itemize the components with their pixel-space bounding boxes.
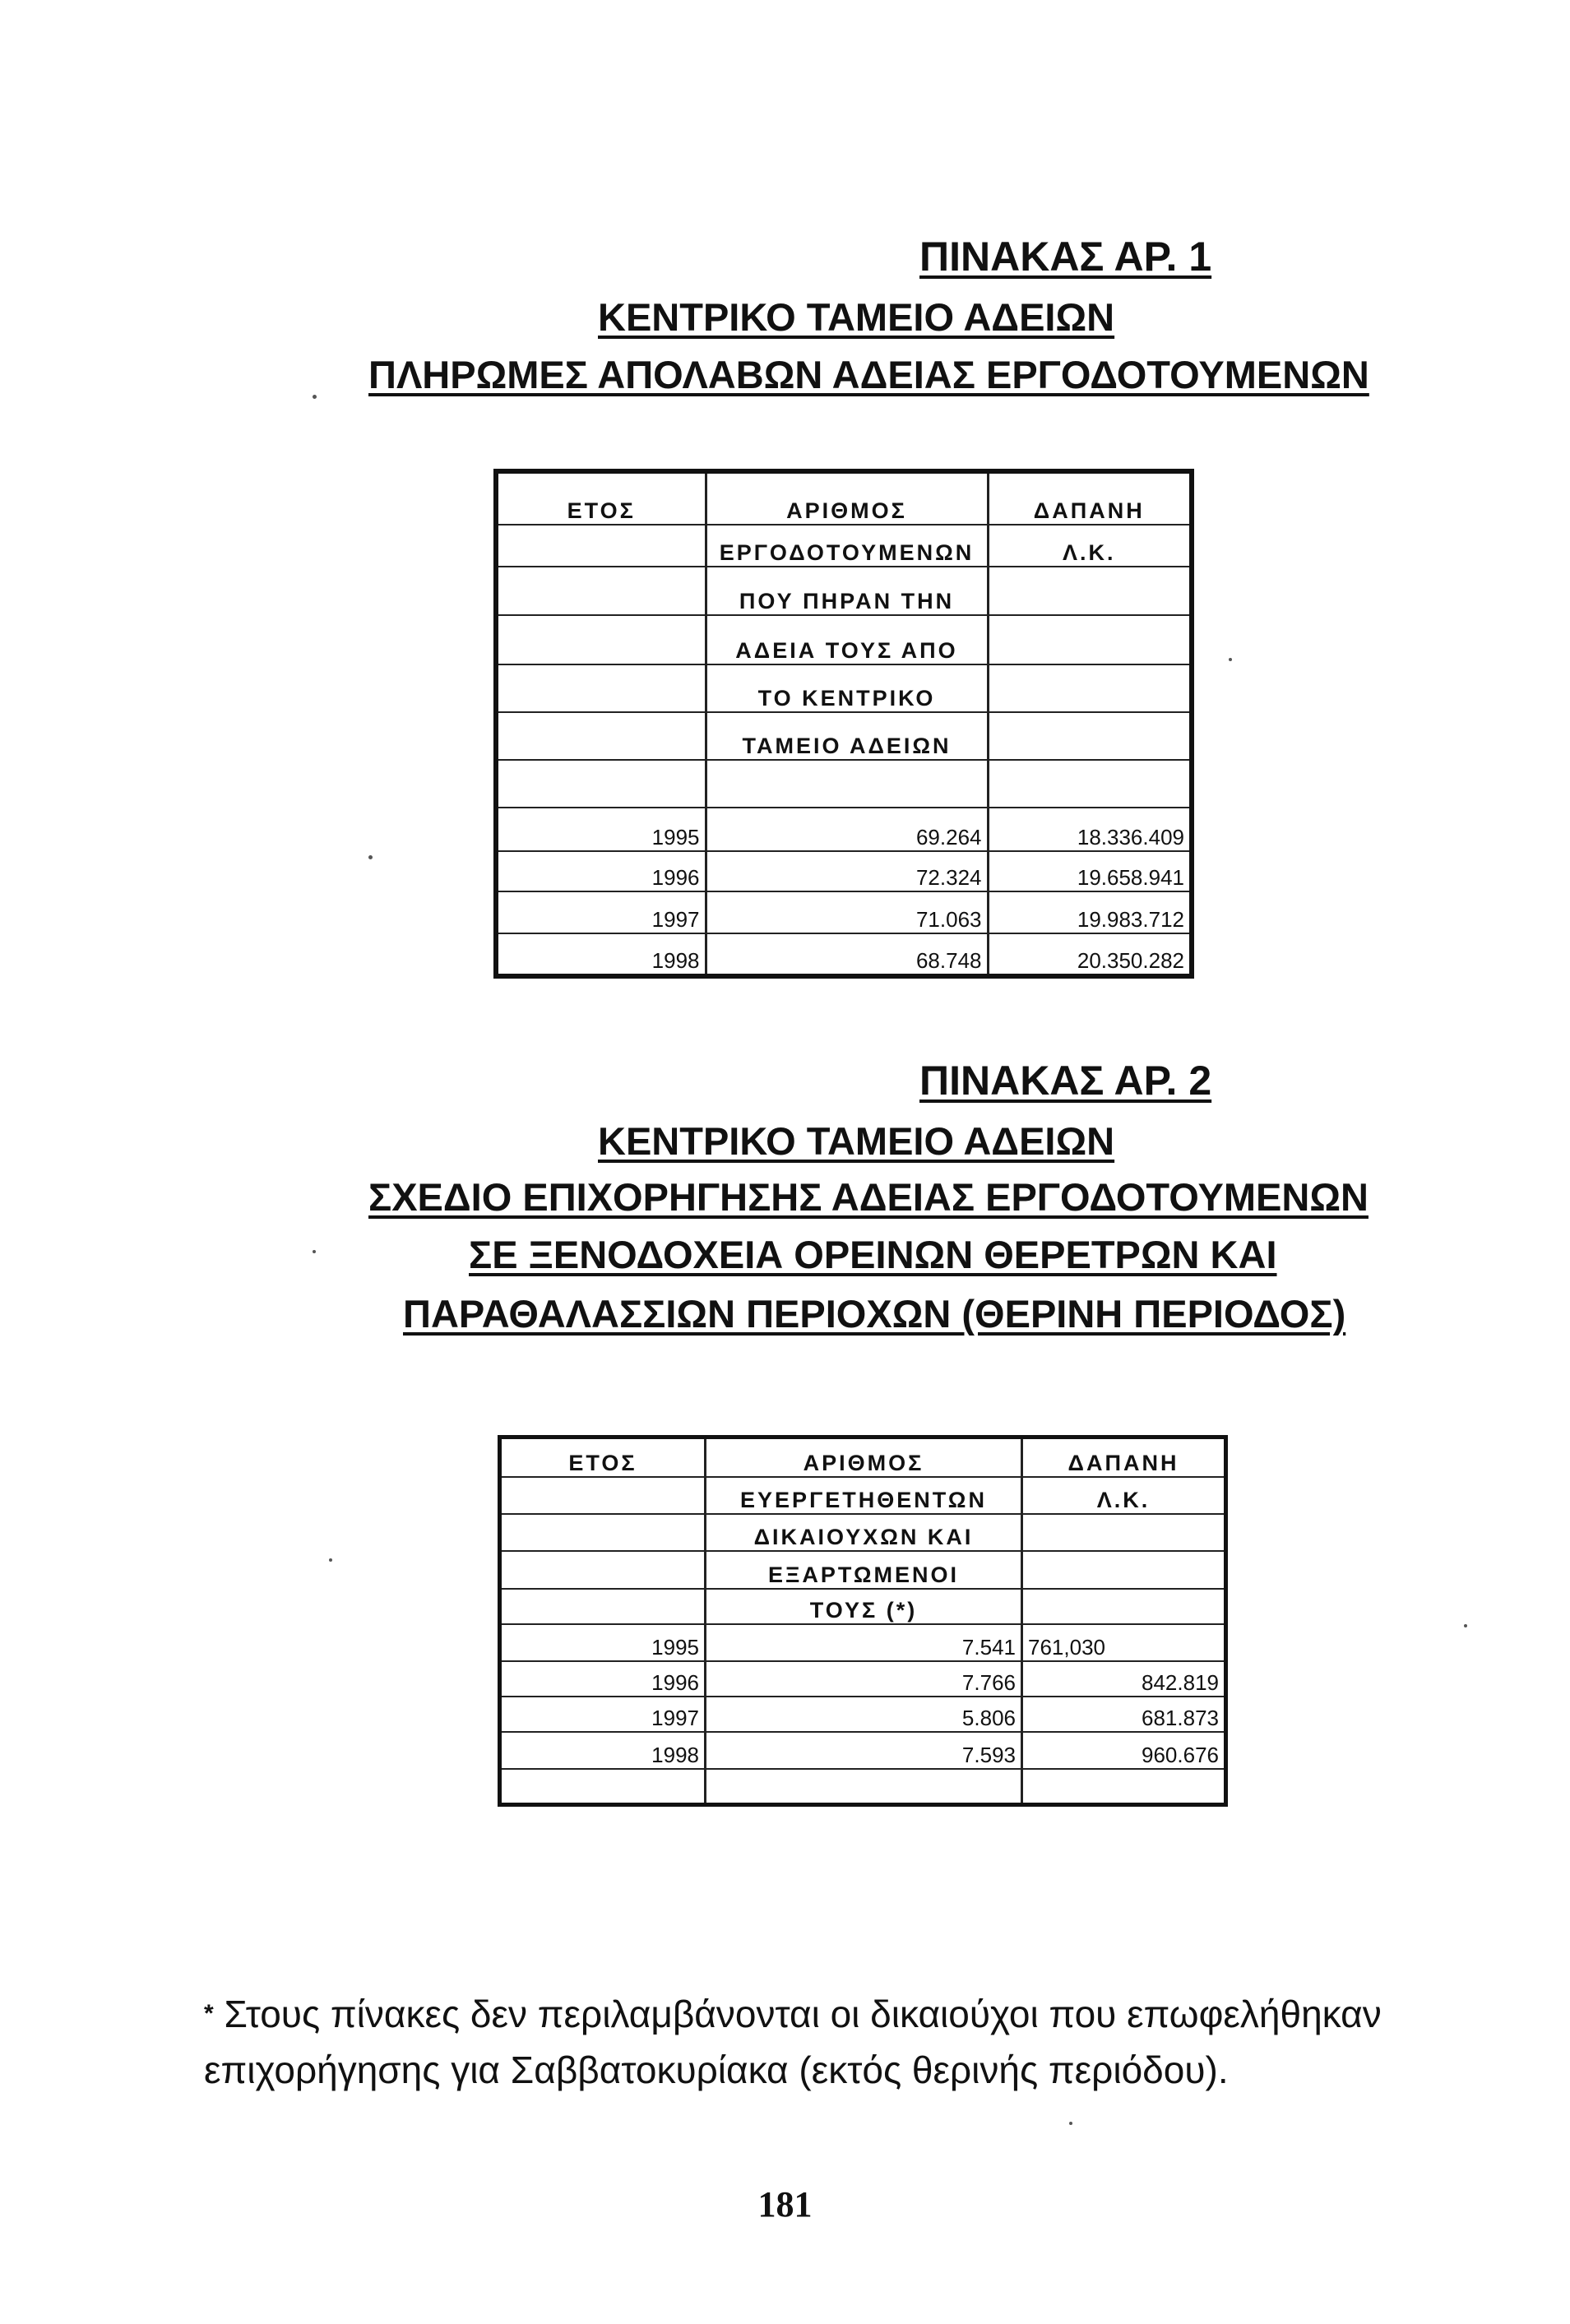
table1-header-count-line: ΠΟΥ ΠΗΡΑΝ ΤΗΝ — [706, 567, 988, 615]
table1-header-cost-unit: Λ.Κ. — [988, 525, 1192, 567]
table1-header-count-line: ΤΟ ΚΕΝΤΡΙΚΟ — [706, 664, 988, 712]
table2-cell-empty — [500, 1551, 706, 1589]
table1-count: 72.324 — [706, 851, 988, 891]
table1-header-count-line: ΕΡΓΟΔΟΤΟΥΜΕΝΩΝ — [706, 525, 988, 567]
footnote — [204, 1986, 1454, 2098]
footnote-text-1: Στους πίνακες δεν περιλαμβάνονται οι δικαιούχοι που επωφελήθηκαν — [224, 1993, 1382, 2035]
table2-header-cost: ΔΑΠΑΝΗ — [1022, 1437, 1226, 1477]
table2-cost: 681.873 — [1022, 1697, 1226, 1732]
scan-speck — [313, 1250, 316, 1253]
table-row — [496, 933, 1192, 976]
table1-year: 1995 — [496, 808, 706, 851]
table1-cell-empty — [496, 567, 706, 615]
table2-year: 1997 — [500, 1697, 706, 1732]
table2-header-count-line: ΕΞΑΡΤΩΜΕΝΟΙ — [706, 1551, 1022, 1589]
table2-header-cost-unit: Λ.Κ. — [1022, 1477, 1226, 1514]
table2-cell-empty — [706, 1769, 1022, 1805]
table2-header-year: ΕΤΟΣ — [500, 1437, 706, 1477]
scan-speck — [1069, 2122, 1072, 2125]
table1-header-count-line: ΑΔΕΙΑ ΤΟΥΣ ΑΠΟ — [706, 615, 988, 664]
table1-year: 1998 — [651, 948, 700, 973]
table2-heading-title-2: ΣΕ ΞΕΝΟΔΟΧΕΙΑ ΟΡΕΙΝΩΝ ΘΕΡΕΤΡΩΝ ΚΑΙ — [469, 1233, 1277, 1276]
table-row — [496, 851, 1192, 891]
table2-cell-empty — [500, 1514, 706, 1551]
table1-year: 1996 — [496, 851, 706, 891]
table2-count: 7.541 — [706, 1624, 1022, 1661]
table2-heading-number: ΠΙΝΑΚΑΣ ΑΡ. 2 — [919, 1058, 1212, 1104]
footnote-line-1 — [204, 1986, 1454, 2042]
table2-year: 1996 — [500, 1661, 706, 1697]
table1-count: 71.063 — [706, 891, 988, 933]
table2 — [498, 1435, 1228, 1807]
table2-year: 1998 — [500, 1732, 706, 1769]
table1-cell-empty — [988, 760, 1192, 808]
table-row — [496, 891, 1192, 933]
scan-speck — [313, 395, 317, 399]
table1-year: 1997 — [496, 891, 706, 933]
table2-year: 1995 — [500, 1624, 706, 1661]
table-row — [500, 1661, 1226, 1697]
scan-speck — [1229, 658, 1232, 661]
table2-heading-fund: ΚΕΝΤΡΙΚΟ ΤΑΜΕΙΟ ΑΔΕΙΩΝ — [598, 1119, 1115, 1163]
table1-cell-empty — [706, 760, 988, 808]
table-row — [500, 1624, 1226, 1661]
table1-header-cost: ΔΑΠΑΝΗ — [988, 471, 1192, 525]
table1-cell-empty — [496, 525, 706, 567]
table1-header-year: ΕΤΟΣ — [496, 471, 706, 525]
table1 — [493, 469, 1194, 979]
table2-cell-empty — [1022, 1769, 1226, 1805]
footnote-line-2: επιχορήγησης για Σαββατοκυρίακα (εκτός θερινής περιόδου). — [204, 2049, 1229, 2091]
table1-cell-empty — [496, 664, 706, 712]
table1-cost: 20.350.282 — [988, 933, 1192, 976]
table1-cell-empty — [496, 615, 706, 664]
table-row — [500, 1697, 1226, 1732]
table2-header-count-line: ΔΙΚΑΙΟΥΧΩΝ ΚΑΙ — [706, 1514, 1022, 1551]
table2-cost: 842.819 — [1022, 1661, 1226, 1697]
table2-cell-empty — [500, 1769, 706, 1805]
table2-count: 7.593 — [706, 1732, 1022, 1769]
table1-cell-empty — [496, 712, 706, 760]
table1-count: 69.264 — [706, 808, 988, 851]
table-row — [496, 808, 1192, 851]
table2-header-count-line: ΤΟΥΣ (*) — [706, 1589, 1022, 1624]
table2-count: 5.806 — [706, 1697, 1022, 1732]
table1-cell-empty — [496, 760, 706, 808]
table2-heading-title-3: ΠΑΡΑΘΑΛΑΣΣΙΩΝ ΠΕΡΙΟΧΩΝ (ΘΕΡΙΝΗ ΠΕΡΙΟΔΟΣ) — [403, 1292, 1346, 1336]
table2-cell-empty — [1022, 1551, 1226, 1589]
table2-cost: 960.676 — [1022, 1732, 1226, 1769]
scan-speck — [368, 855, 373, 859]
table1-cell-empty — [988, 567, 1192, 615]
table2-header-count: ΑΡΙΘΜΟΣ — [706, 1437, 1022, 1477]
table1-heading-number: ΠΙΝΑΚΑΣ ΑΡ. 1 — [919, 234, 1212, 280]
table1-cost: 18.336.409 — [988, 808, 1192, 851]
scan-speck — [329, 1558, 332, 1562]
table1-heading-title: ΠΛΗΡΩΜΕΣ ΑΠΟΛΑΒΩΝ ΑΔΕΙΑΣ ΕΡΓΟΔΟΤΟΥΜΕΝΩΝ — [368, 353, 1369, 396]
page-number: 181 — [757, 2184, 813, 2224]
table1-cell-empty — [988, 712, 1192, 760]
table-row — [500, 1732, 1226, 1769]
scan-speck — [1464, 1624, 1467, 1627]
table2-cost: 761,030 — [1022, 1624, 1226, 1661]
table1-cost: 19.983.712 — [988, 891, 1192, 933]
table2-cell-empty — [500, 1589, 706, 1624]
table1-cell-empty — [988, 664, 1192, 712]
table2-heading-title-1: ΣΧΕΔΙΟ ΕΠΙΧΟΡΗΓΗΣΗΣ ΑΔΕΙΑΣ ΕΡΓΟΔΟΤΟΥΜΕΝΩΝ — [368, 1175, 1369, 1219]
footnote-marker: * — [204, 2000, 214, 2027]
table2-cell-empty — [500, 1477, 706, 1514]
table2-cell-empty — [1022, 1514, 1226, 1551]
table1-cost: 19.658.941 — [988, 851, 1192, 891]
table1-header-count-line: ΤΑΜΕΙΟ ΑΔΕΙΩΝ — [706, 712, 988, 760]
table1-cell-empty — [988, 615, 1192, 664]
table2-cell-empty — [1022, 1589, 1226, 1624]
table2-count: 7.766 — [706, 1661, 1022, 1697]
table2-header-count-line: ΕΥΕΡΓΕΤΗΘΕΝΤΩΝ — [706, 1477, 1022, 1514]
table1-heading-fund: ΚΕΝΤΡΙΚΟ ΤΑΜΕΙΟ ΑΔΕΙΩΝ — [598, 295, 1115, 339]
table1-count: 68.748 — [706, 933, 988, 976]
table1-header-count: ΑΡΙΘΜΟΣ — [706, 471, 988, 525]
